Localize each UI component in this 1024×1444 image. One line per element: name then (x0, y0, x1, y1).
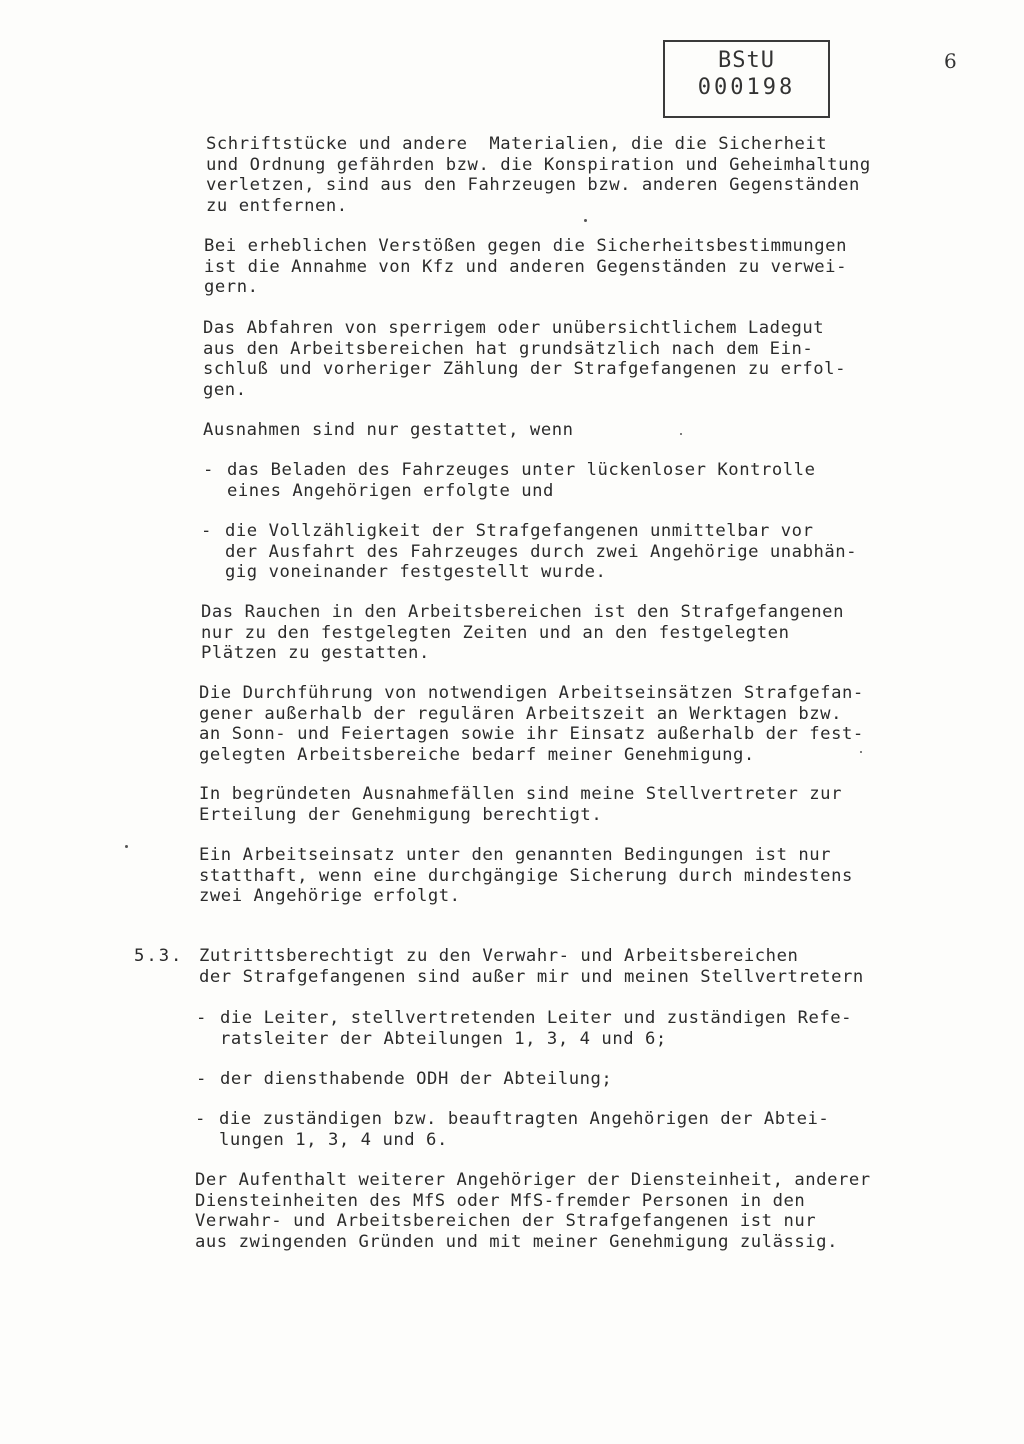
stamp-agency: BStU (718, 48, 775, 73)
bullet-item-5 (195, 1109, 830, 1150)
dash-marker: - (196, 1069, 207, 1089)
text-line: nur zu den festgelegten Zeiten und an den festgelegten (201, 622, 790, 643)
text-line: gen. (203, 379, 247, 400)
bullet-item-2 (201, 521, 858, 583)
text-line: gener außerhalb der regulären Arbeitszeit an Werktagen bzw. (199, 703, 842, 724)
paragraph-3 (203, 318, 846, 400)
paragraph-4 (203, 420, 574, 441)
dash-marker: - (196, 1008, 207, 1028)
text-line: Ein Arbeitseinsatz unter den genannten Bedingungen ist nur (199, 845, 832, 865)
text-line: aus zwingenden Gründen und mit meiner Genehmigung zulässig. (195, 1231, 838, 1252)
text-line: die Leiter, stellvertretenden Leiter und zuständigen Refe- (220, 1008, 853, 1028)
bullet-item-1 (203, 460, 816, 501)
text-line: der Ausfahrt des Fahrzeuges durch zwei Angehörige unabhän- (225, 541, 858, 562)
text-line: Diensteinheiten des MfS oder MfS-fremder Personen in den (195, 1190, 806, 1211)
text-line: Zutrittsberechtigt zu den Verwahr- und Arbeitsbereichen (199, 946, 799, 966)
paragraph-8 (199, 845, 853, 907)
text-line: der diensthabende ODH der Abteilung; (220, 1069, 613, 1089)
text-line: eines Angehörigen erfolgte und (227, 480, 554, 501)
paragraph-7 (199, 784, 842, 825)
text-line: Ausnahmen sind nur gestattet, wenn (203, 420, 574, 440)
text-line: In begründeten Ausnahmefällen sind meine Stellvertreter zur (199, 784, 842, 804)
text-line: ratsleiter der Abteilungen 1, 3, 4 und 6; (220, 1028, 667, 1049)
page-number: 6 (944, 49, 957, 73)
text-line: die Vollzähligkeit der Strafgefangenen unmittelbar vor (225, 521, 814, 541)
text-line: lungen 1, 3, 4 und 6. (219, 1129, 448, 1150)
scan-speck (584, 219, 587, 222)
paragraph-6 (199, 683, 864, 765)
text-line: Das Abfahren von sperrigem oder unübersichtlichem Ladegut (203, 318, 825, 338)
text-line: zu entfernen. (206, 195, 348, 216)
bullet-item-4 (196, 1069, 613, 1090)
text-line: Erteilung der Genehmigung berechtigt. (199, 804, 603, 825)
text-line: ist die Annahme von Kfz und anderen Gegenständen zu verwei- (204, 256, 847, 277)
text-line: an Sonn- und Feiertagen sowie ihr Einsatz außerhalb der fest- (199, 724, 864, 744)
text-line: die zuständigen bzw. beauftragten Angehörigen der Abtei- (219, 1109, 830, 1129)
text-line: Die Durchführung von notwendigen Arbeitseinsätzen Strafgefan- (199, 683, 864, 703)
paragraph-1 (206, 134, 871, 216)
text-line: schluß und vorheriger Zählung der Strafgefangenen zu erfol- (203, 359, 846, 379)
dash-marker: - (201, 521, 212, 541)
text-line: verletzen, sind aus den Fahrzeugen bzw. anderen Gegenständen (206, 175, 860, 195)
text-line: Bei erheblichen Verstößen gegen die Sicherheitsbestimmungen (204, 236, 847, 256)
text-line: das Beladen des Fahrzeuges unter lückenloser Kontrolle (227, 460, 816, 480)
text-line: gig voneinander festgestellt wurde. (225, 562, 607, 582)
paragraph-5 (201, 602, 844, 664)
text-line: Das Rauchen in den Arbeitsbereichen ist den Strafgefangenen (201, 602, 844, 622)
archive-stamp (663, 40, 830, 118)
paragraph-2 (204, 236, 847, 298)
text-line: Der Aufenthalt weiterer Angehöriger der Diensteinheit, anderer (195, 1170, 871, 1190)
text-line: Plätzen zu gestatten. (201, 643, 430, 663)
text-line: und Ordnung gefährden bzw. die Konspiration und Geheimhaltung (206, 154, 871, 175)
text-line: Verwahr- und Arbeitsbereichen der Strafgefangenen ist nur (195, 1211, 817, 1231)
scan-speck (125, 845, 128, 848)
bullet-item-3 (196, 1008, 853, 1049)
dash-marker: - (203, 460, 214, 480)
text-line: gern. (204, 277, 259, 297)
text-line: gelegten Arbeitsbereiche bedarf meiner Genehmigung. (199, 744, 755, 765)
section-number: 5.3. (134, 946, 184, 966)
paragraph-9 (199, 946, 864, 987)
scan-speck (860, 751, 862, 753)
text-line: aus den Arbeitsbereichen hat grundsätzlich nach dem Ein- (203, 338, 814, 359)
dash-marker: - (195, 1109, 206, 1129)
paragraph-10 (195, 1170, 871, 1252)
text-line: statthaft, wenn eine durchgängige Sicherung durch mindestens (199, 865, 853, 886)
scan-speck (680, 433, 682, 435)
text-line: zwei Angehörige erfolgt. (199, 886, 461, 906)
text-line: Schriftstücke und andere Materialien, die die Sicherheit (206, 134, 828, 154)
stamp-number: 000198 (697, 75, 796, 100)
text-line: der Strafgefangenen sind außer mir und meinen Stellvertretern (199, 966, 864, 987)
